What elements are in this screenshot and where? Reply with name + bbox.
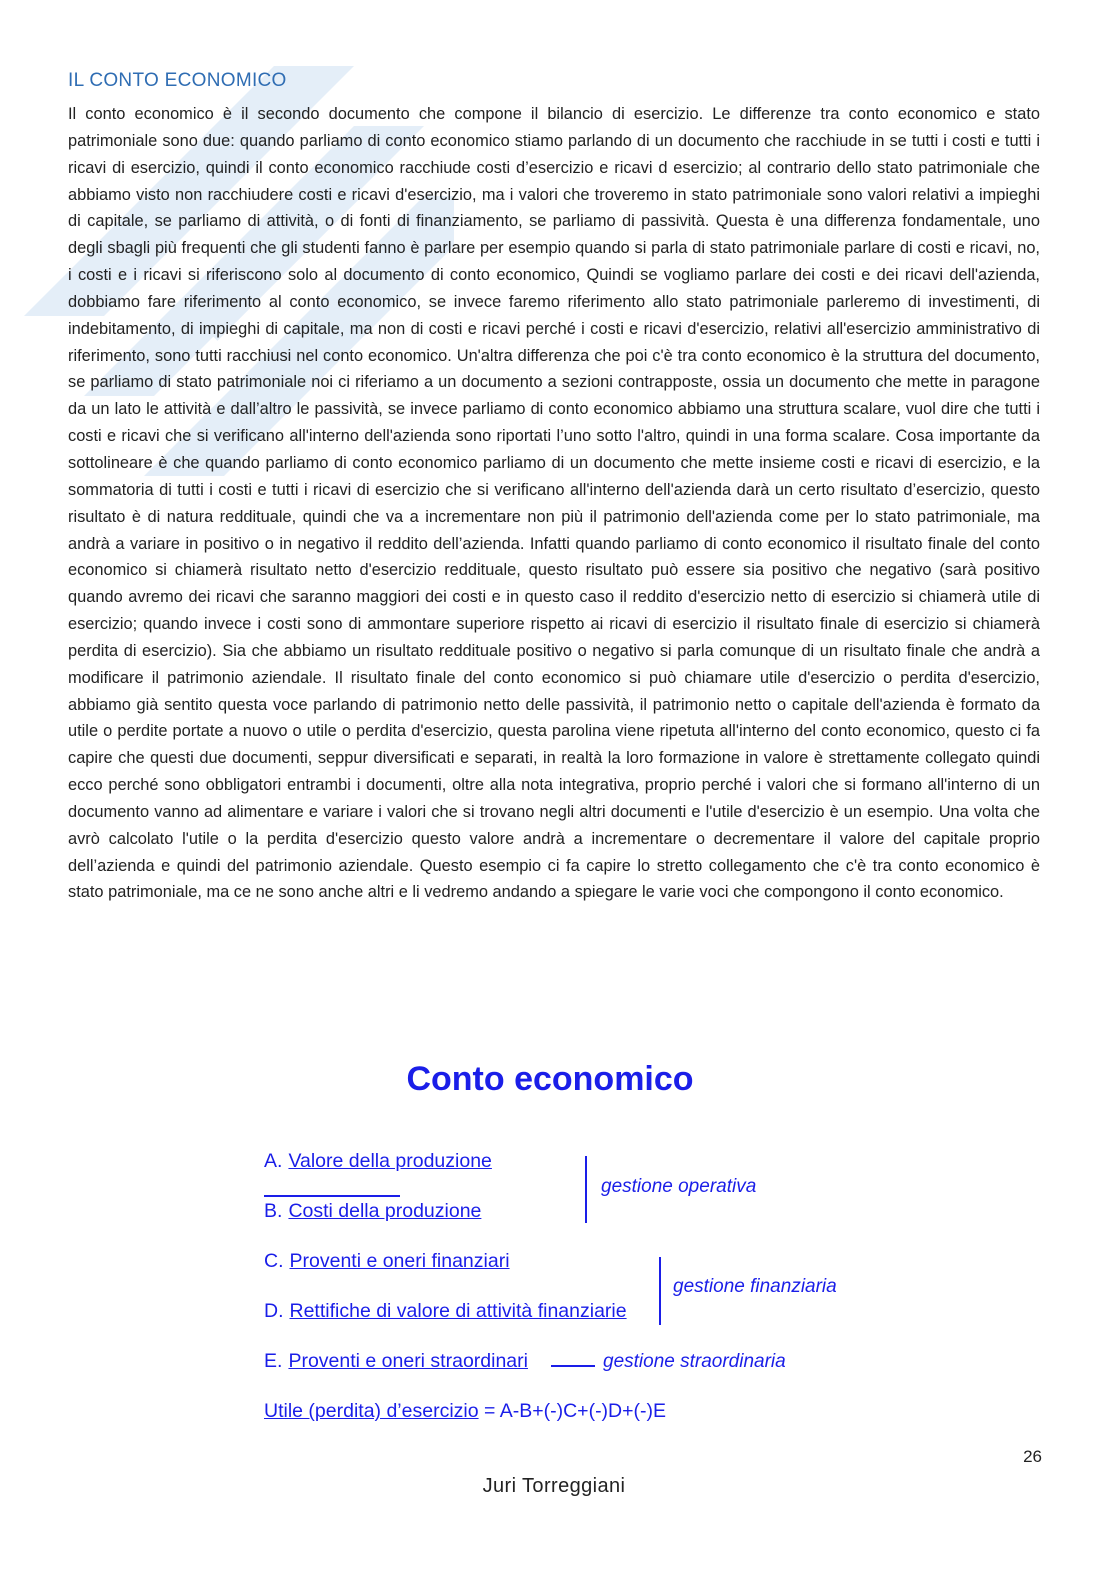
item-label: Proventi e oneri straordinari [288,1350,528,1372]
item-letter: D. [264,1300,284,1322]
connector-dash [551,1365,595,1367]
minus-line [264,1195,400,1197]
schema-item-b [264,1200,481,1223]
label-gestione-operativa: gestione operativa [601,1176,757,1197]
label-gestione-finanziaria: gestione finanziaria [673,1276,837,1297]
schema-item-e [264,1350,528,1373]
formula-expression: = A-B+(-)C+(-)D+(-)E [478,1400,667,1422]
footer-author: Juri Torreggiani [482,1475,626,1497]
bracket-finanziaria [659,1257,661,1325]
item-letter: E. [264,1350,283,1372]
section-heading: IL CONTO ECONOMICO [68,70,287,91]
schema-item-c [264,1250,510,1273]
formula-label: Utile (perdita) d’esercizio [264,1400,479,1422]
item-label: Valore della produzione [288,1150,492,1172]
item-label: Proventi e oneri finanziari [289,1250,510,1272]
bracket-operativa [585,1156,587,1223]
item-label: Rettifiche di valore di attività finanziarie [289,1300,627,1322]
label-gestione-straordinaria: gestione straordinaria [603,1351,786,1372]
schema-item-d [264,1300,627,1323]
item-label: Costi della produzione [288,1200,482,1222]
formula [264,1400,666,1423]
item-letter: A. [264,1150,283,1172]
item-letter: C. [264,1250,284,1272]
body-paragraph: Il conto economico è il secondo documento che compone il bilancio di esercizio. Le differenze tra conto economico e stato patrimoniale sono due: quando parliamo di conto economico stiamo parlando di un documento che racchiude in se tutti i costi e tutti i ricavi di esercizio, quindi il conto economico racchiude costi d’esercizio e ricavi d esercizio; al contrario dello stato patrimoniale che abbiamo visto non racchiudere costi e ricavi d'esercizio, ma i valori che troveremo in stato patrimoniale sono valori relativi a impieghi di capitale, se parliamo di attività, o di fonti di finanziamento, se parliamo di passività. Questa è una differenza fondamentale, uno degli sbagli più frequenti che gli studenti fanno è parlare per esempio quando si parla di stato patrimoniale parlare di costi e ricavi, no, i costi e i ricavi si riferiscono solo al documento di conto economico, Quindi se vogliamo parlare dei costi e dei ricavi dell'azienda, dobbiamo fare riferimento al conto economico, se invece faremo riferimento allo stato patrimoniale parleremo di investimenti, di indebitamento, di impieghi di capitale, ma non di costi e ricavi perché i costi e ricavi d'esercizio, relativi all'esercizio amministrativo di riferimento, sono tutti racchiusi nel conto economico. Un'altra differenza che poi c'è tra conto economico è la struttura del documento, se parliamo di stato patrimoniale noi ci riferiamo a un documento a sezioni contrapposte, ossia un documento che mette in paragone da un lato le attività e dall’altro le passività, se invece parliamo di conto economico abbiamo una struttura scalare, vuol dire che tutti i costi e ricavi che si verificano all'interno dell'azienda sono riportati l’uno sotto l'altro, quindi in una forma scalare. Cosa importante da sottolineare è che quando parliamo di conto economico parliamo di un documento che mette insieme costi e ricavi di esercizio, e la sommatoria di tutti i costi e tutti i ricavi di esercizio che si verificano all'interno dell'azienda darà un certo risultato d’esercizio, questo risultato è di natura reddituale, quindi che va a incrementare non più il patrimonio dell'azienda come per lo stato patrimoniale, ma andrà a variare in positivo o in negativo il reddito dell’azienda. Infatti quando parliamo di conto economico il risultato finale del conto economico si chiamerà risultato netto d'esercizio reddituale, questo risultato può essere sia positivo che negativo (sarà positivo quando avremo dei ricavi che saranno maggiori dei costi e in questo caso il reddito d'esercizio netto di esercizio si chiamerà utile di esercizio; quando invece i costi sono di ammontare superiore rispetto ai ricavi di esercizio il risultato finale di esercizio si chiamerà perdita di esercizio). Sia che abbiamo un risultato reddituale positivo o negativo si parla comunque di un risultato finale che andrà a modificare il patrimonio aziendale. Il risultato finale del conto economico si può chiamare utile d'esercizio o perdita d'esercizio, abbiamo già sentito questa voce parlando di patrimonio netto delle passività, il patrimonio netto o capitale dell'azienda è formato da utile o perdite portate a nuovo o utile o perdita d'esercizio, questa parolina viene ripetuta all'interno del conto economico, questo ci fa capire che questi due documenti, seppur diversificati e separati, in realtà la loro formazione in valore è strettamente collegato quindi ecco perché sono obbligatori entrambi i documenti, oltre alla nota integrativa, proprio perché i valori che si formano all'interno di un documento vanno ad alimentare e variare i valori che si trovano negli altri documenti e l'utile d'esercizio è un esempio. Una volta che avrò calcolato l'utile o la perdita d'esercizio questo valore andrà a incrementare o decrementare il valore del capitale proprio dell’azienda e quindi del patrimonio aziendale. Questo esempio ci fa capire lo stretto collegamento che c'è tra conto economico è stato patrimoniale, ma ce ne sono anche altri e li vedremo andando a spiegare le varie voci che compongono il conto economico. [68,105,1040,902]
schema-title: Conto economico [406,1060,694,1098]
page-number: 26 [1023,1447,1042,1466]
item-letter: B. [264,1200,283,1222]
schema-item-a [264,1150,492,1173]
